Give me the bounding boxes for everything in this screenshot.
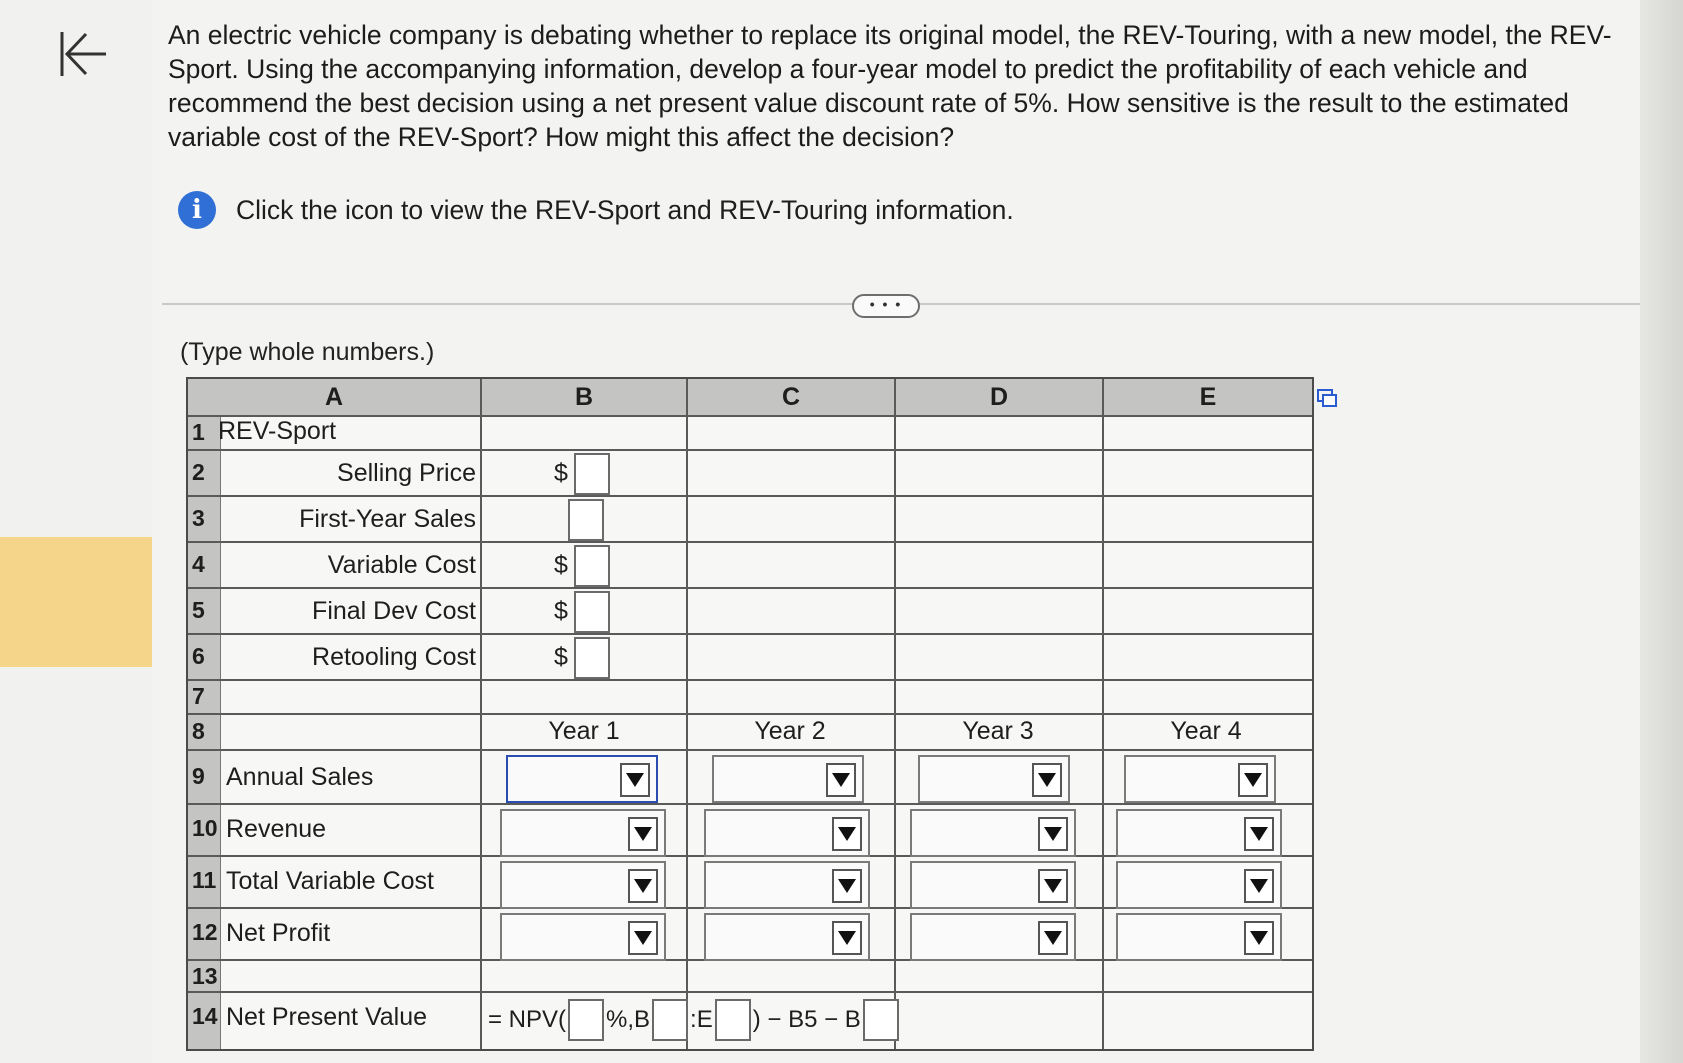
currency-symbol: $ <box>554 643 568 671</box>
label-selling-price: Selling Price <box>337 459 476 487</box>
grid-line <box>188 541 1312 543</box>
col-header-d: D <box>896 379 1104 415</box>
label-net-profit: Net Profit <box>226 919 331 947</box>
npv-start-row-input[interactable] <box>652 999 688 1041</box>
grid-line <box>188 587 1312 589</box>
grid-line <box>188 415 1312 417</box>
grid-line <box>686 379 688 1049</box>
variable-cost-input[interactable] <box>574 545 610 587</box>
revenue-year-2-dropdown[interactable] <box>704 809 870 857</box>
currency-symbol: $ <box>554 551 568 579</box>
label-final-dev-cost: Final Dev Cost <box>312 597 476 625</box>
more-button[interactable]: • • • <box>852 294 920 318</box>
npv-prefix: = NPV( <box>488 1006 567 1033</box>
label-net-present-value: Net Present Value <box>226 1003 428 1031</box>
chevron-down-icon[interactable] <box>1032 763 1062 797</box>
annual-sales-year-3-dropdown[interactable] <box>918 755 1070 803</box>
grid-line <box>188 991 1312 993</box>
expand-icon[interactable] <box>1316 388 1338 408</box>
chevron-down-icon[interactable] <box>620 763 650 797</box>
total-variable-cost-year-2-dropdown[interactable] <box>704 861 870 909</box>
left-rail <box>0 0 152 1063</box>
npv-last-row-input[interactable] <box>863 999 899 1041</box>
chevron-down-icon[interactable] <box>628 817 658 851</box>
revenue-year-4-dropdown[interactable] <box>1116 809 1282 857</box>
row-number: 9 <box>192 763 205 789</box>
retooling-cost-input[interactable] <box>574 637 610 679</box>
grid-line <box>894 379 896 1049</box>
year-3-header: Year 3 <box>962 717 1034 745</box>
npv-rate-input[interactable] <box>568 999 604 1041</box>
col-header-a: A <box>188 379 482 415</box>
currency-symbol: $ <box>554 459 568 487</box>
chevron-down-icon[interactable] <box>1244 921 1274 955</box>
row-number: 4 <box>192 551 205 577</box>
npv-end-row-input[interactable] <box>715 999 751 1041</box>
instructions: (Type whole numbers.) <box>180 338 435 366</box>
row-number: 13 <box>192 963 218 989</box>
right-edge <box>1640 0 1683 1063</box>
row-number: 3 <box>192 505 205 531</box>
chevron-down-icon[interactable] <box>832 869 862 903</box>
label-first-year-sales: First-Year Sales <box>299 505 476 533</box>
chevron-down-icon[interactable] <box>826 763 856 797</box>
row-number: 1 <box>192 419 205 445</box>
net-profit-year-4-dropdown[interactable] <box>1116 913 1282 961</box>
grid-line <box>188 713 1312 715</box>
chevron-down-icon[interactable] <box>1038 921 1068 955</box>
info-icon[interactable]: i <box>178 191 216 229</box>
net-profit-year-1-dropdown[interactable] <box>500 913 666 961</box>
total-variable-cost-year-3-dropdown[interactable] <box>910 861 1076 909</box>
grid-line <box>188 495 1312 497</box>
label-variable-cost: Variable Cost <box>327 551 476 579</box>
row-number: 14 <box>192 1003 218 1029</box>
grid-line <box>188 749 1312 751</box>
revenue-year-3-dropdown[interactable] <box>910 809 1076 857</box>
npv-formula <box>488 999 901 1041</box>
row-number: 7 <box>192 683 205 709</box>
annual-sales-year-2-dropdown[interactable] <box>712 755 864 803</box>
spreadsheet <box>186 377 1314 1051</box>
total-variable-cost-year-4-dropdown[interactable] <box>1116 861 1282 909</box>
label-revenue: Revenue <box>226 815 327 843</box>
collapse-left-arrow-icon[interactable] <box>54 26 114 86</box>
year-1-header: Year 1 <box>548 717 620 745</box>
row-number: 12 <box>192 919 218 945</box>
chevron-down-icon[interactable] <box>1038 869 1068 903</box>
row-number: 5 <box>192 597 205 623</box>
grid-line <box>480 379 482 1049</box>
npv-suffix: ) − B5 − B <box>752 1006 861 1033</box>
label-retooling-cost: Retooling Cost <box>312 643 476 671</box>
npv-pct-sep: %,B <box>606 1006 651 1033</box>
annual-sales-year-4-dropdown[interactable] <box>1124 755 1276 803</box>
chevron-down-icon[interactable] <box>628 869 658 903</box>
year-4-header: Year 4 <box>1170 717 1242 745</box>
chevron-down-icon[interactable] <box>832 921 862 955</box>
grid-line <box>1102 379 1104 1049</box>
row-number: 10 <box>192 815 218 841</box>
question-text: An electric vehicle company is debating whether to replace its original model, the REV-Touring, with a new model, the REV-Sport. Using the accompanying information, develop a four-year model to predict the profitability of each vehicle and recommend the best decision using a net present value discount rate of 5%. How sensitive is the result to the estimated variable cost of the REV-Sport? How might this affect the decision? <box>168 20 1612 152</box>
annual-sales-year-1-dropdown[interactable] <box>506 755 658 803</box>
grid-line <box>188 449 1312 451</box>
chevron-down-icon[interactable] <box>1038 817 1068 851</box>
net-profit-year-2-dropdown[interactable] <box>704 913 870 961</box>
row-number: 11 <box>192 867 217 893</box>
row-number: 6 <box>192 643 205 669</box>
chevron-down-icon[interactable] <box>1244 869 1274 903</box>
year-2-header: Year 2 <box>754 717 826 745</box>
col-header-c: C <box>688 379 896 415</box>
label-rev-sport: REV-Sport <box>218 417 337 445</box>
grid-line <box>188 633 1312 635</box>
chevron-down-icon[interactable] <box>1238 763 1268 797</box>
label-total-variable-cost: Total Variable Cost <box>226 867 434 895</box>
rail-highlight <box>0 537 152 667</box>
grid-line <box>188 803 1312 805</box>
grid-line <box>188 679 1312 681</box>
col-header-e: E <box>1104 379 1312 415</box>
currency-symbol: $ <box>554 597 568 625</box>
info-text: Click the icon to view the REV-Sport and REV-Touring information. <box>236 194 1014 225</box>
selling-price-input[interactable] <box>574 453 610 495</box>
row-number: 2 <box>192 459 205 485</box>
total-variable-cost-year-1-dropdown[interactable] <box>500 861 666 909</box>
row-number: 8 <box>192 718 205 744</box>
chevron-down-icon[interactable] <box>832 817 862 851</box>
net-profit-year-3-dropdown[interactable] <box>910 913 1076 961</box>
info-row <box>178 190 1014 230</box>
col-header-b: B <box>482 379 688 415</box>
final-dev-cost-input[interactable] <box>574 591 610 633</box>
first-year-sales-input[interactable] <box>568 499 604 541</box>
chevron-down-icon[interactable] <box>628 921 658 955</box>
npv-range-sep: :E <box>690 1006 713 1033</box>
label-annual-sales: Annual Sales <box>226 763 374 791</box>
revenue-year-1-dropdown[interactable] <box>500 809 666 857</box>
chevron-down-icon[interactable] <box>1244 817 1274 851</box>
